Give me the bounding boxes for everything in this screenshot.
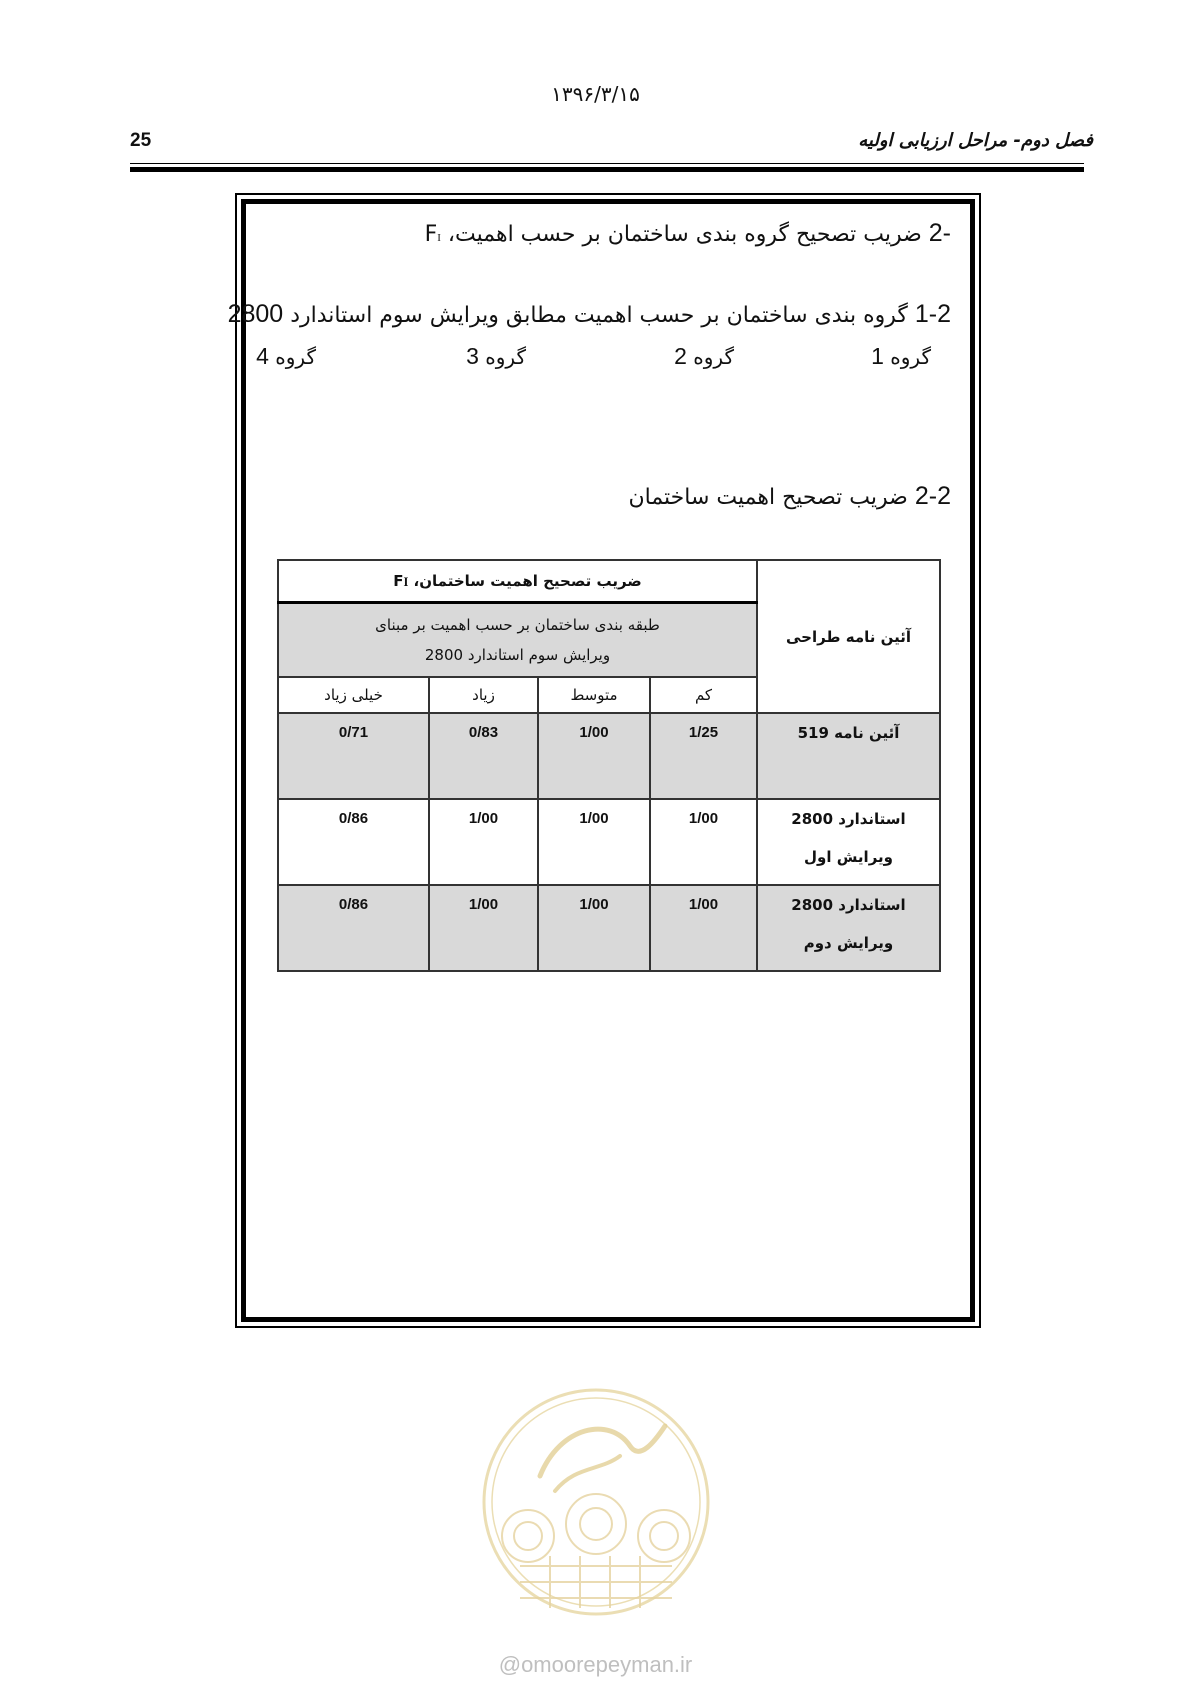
table-cell: 0/86: [278, 799, 429, 885]
table-cell: 1/25: [650, 713, 757, 799]
table-cell: 0/86: [278, 885, 429, 971]
heading-number: 2-2: [914, 482, 951, 510]
group-number: 3: [466, 343, 479, 369]
table-cell: 0/83: [429, 713, 538, 799]
group-item: [674, 343, 734, 370]
row-label: آئین نامه 519: [757, 713, 940, 799]
heading-tail-number: 2800: [227, 300, 284, 328]
table-cell: 1/00: [650, 799, 757, 885]
heading-subscript: I: [437, 232, 441, 244]
header-rule-thin: [130, 163, 1084, 164]
table-subtitle-line1: طبقه بندی ساختمان بر حسب اهمیت بر مبنای: [375, 616, 660, 634]
table-cell: 1/00: [429, 885, 538, 971]
heading-text: ضریب تصحیح گروه بندی ساختمان بر حسب اهمیت، F: [424, 222, 922, 247]
table-row: [278, 885, 940, 971]
heading-text: گروه بندی ساختمان بر حسب اهمیت مطابق ویرایش سوم استاندارد: [290, 303, 908, 328]
design-code-header: آئین نامه طراحی: [757, 560, 940, 713]
group-label: گروه: [275, 345, 316, 369]
category-header-low: کم: [650, 677, 757, 713]
table-cell: 1/00: [429, 799, 538, 885]
category-header-high: زیاد: [429, 677, 538, 713]
table-cell: 1/00: [650, 885, 757, 971]
heading-number: -2: [928, 219, 951, 247]
group-item: [871, 343, 931, 370]
chapter-title: فصل دوم- مراحل ارزیابی اولیه: [858, 130, 1093, 151]
row-label: استاندارد 2800 ویرایش اول: [757, 799, 940, 885]
heading-text: ضریب تصحیح اهمیت ساختمان: [628, 485, 908, 510]
table-title: ضریب تصحیح اهمیت ساختمان، FI: [278, 560, 757, 603]
group-label: گروه: [485, 345, 526, 369]
table-subtitle-line2: ویرایش سوم استاندارد 2800: [424, 646, 611, 664]
table-row: [278, 713, 940, 799]
table-row: [278, 799, 940, 885]
content-area: [227, 205, 966, 1315]
table-cell: 1/00: [538, 885, 650, 971]
website-watermark: @omoorepeyman.ir: [498, 1652, 693, 1677]
section-heading-2-1: [228, 300, 951, 329]
table-cell: 0/71: [278, 713, 429, 799]
group-label: گروه: [890, 345, 931, 369]
group-number: 4: [256, 343, 269, 369]
category-header-very-high: خیلی زیاد: [278, 677, 429, 713]
group-item: [256, 343, 316, 370]
row-label: استاندارد 2800 ویرایش دوم: [757, 885, 940, 971]
page-number: 25: [130, 130, 152, 151]
group-item: [466, 343, 526, 370]
category-header-medium: متوسط: [538, 677, 650, 713]
watermark-seal-logo: [480, 1386, 712, 1618]
table-cell: 1/00: [538, 799, 650, 885]
section-heading-2: [425, 219, 951, 248]
group-label: گروه: [693, 345, 734, 369]
importance-factor-table: [277, 559, 941, 972]
importance-groups: [250, 343, 966, 383]
document-date: ۱۳۹۶/۳/۱۵: [551, 82, 640, 106]
group-number: 2: [674, 343, 687, 369]
table-cell: 1/00: [538, 713, 650, 799]
table-subtitle: [278, 603, 757, 678]
section-heading-2-2: [628, 482, 951, 511]
header-rule-thick: [130, 167, 1084, 172]
group-number: 1: [871, 343, 884, 369]
heading-number: 1-2: [914, 300, 951, 328]
